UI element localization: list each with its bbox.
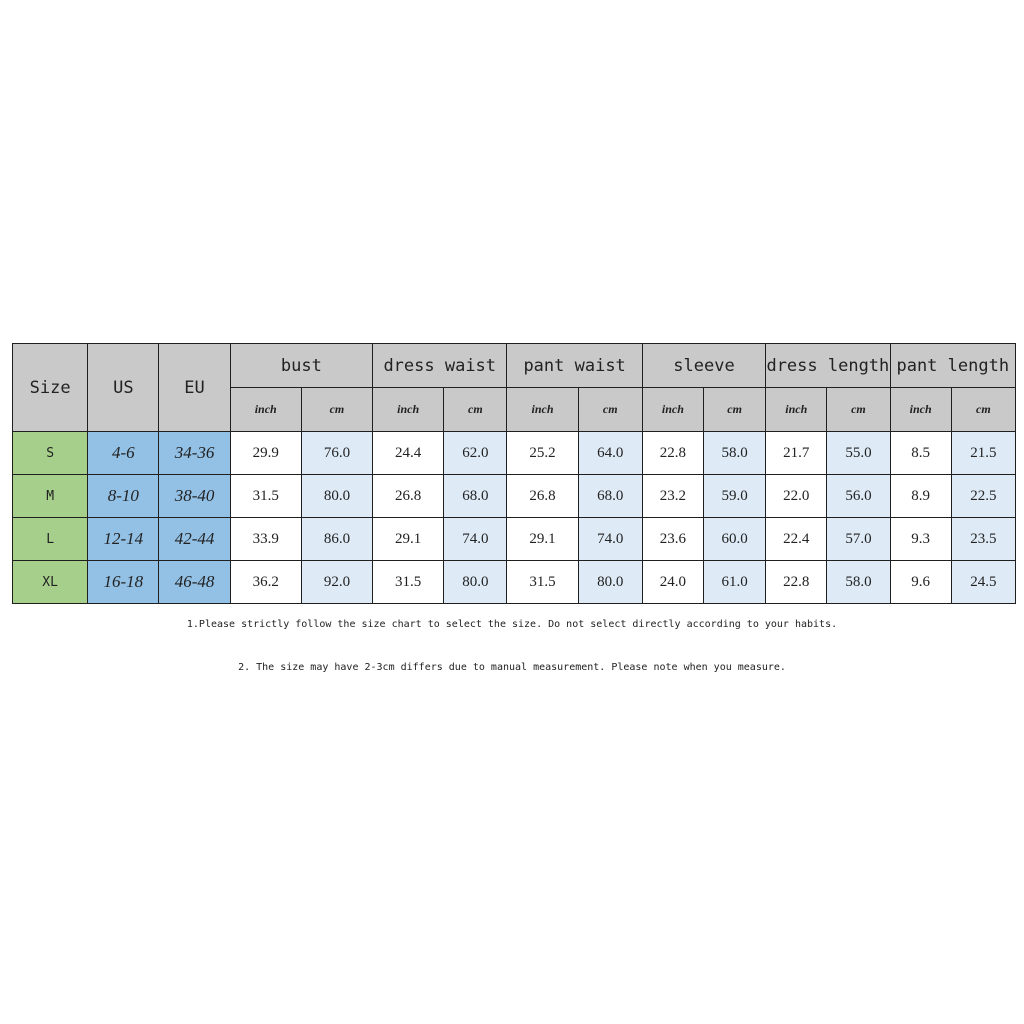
table-row [13,561,1016,604]
unit-cm-header: cm [444,388,507,432]
us-size-cell: 16-18 [88,561,159,604]
unit-cm-header: cm [578,388,642,432]
sleeve-inch-cell: 23.6 [642,518,703,561]
eu-size-cell: 34-36 [159,432,230,475]
pant-waist-header: pant waist [507,344,642,388]
table-row [13,432,1016,475]
sleeve-cm-cell: 61.0 [704,561,766,604]
pant-waist-cm-cell: 80.0 [578,561,642,604]
dress-length-cm-cell: 58.0 [827,561,890,604]
header-group-row [13,344,1016,388]
bust-inch-cell: 36.2 [230,561,301,604]
table-row [13,518,1016,561]
pant-length-header: pant length [890,344,1015,388]
unit-inch-header: inch [890,388,951,432]
sleeve-inch-cell: 22.8 [642,432,703,475]
pant-waist-cm-cell: 64.0 [578,432,642,475]
dress-length-cm-cell: 55.0 [827,432,890,475]
size-note-2: 2. The size may have 2-3cm differs due to manual measurement. Please note when you measure. [238,662,786,673]
bust-cm-cell: 92.0 [301,561,372,604]
pant-waist-inch-cell: 26.8 [507,475,578,518]
pant-length-cm-cell: 24.5 [951,561,1015,604]
size-note-1: 1.Please strictly follow the size chart to select the size. Do not select directly according to your habits. [186,619,838,630]
us-header: US [88,344,159,432]
sleeve-inch-cell: 24.0 [642,561,703,604]
bust-cm-cell: 86.0 [301,518,372,561]
pant-length-cm-cell: 22.5 [951,475,1015,518]
pant-waist-cm-cell: 68.0 [578,475,642,518]
unit-inch-header: inch [230,388,301,432]
dress-length-inch-cell: 22.8 [766,561,827,604]
unit-cm-header: cm [951,388,1015,432]
pant-length-cm-cell: 23.5 [951,518,1015,561]
size-rows [13,432,1016,604]
dress-length-header: dress length [766,344,890,388]
unit-cm-header: cm [301,388,372,432]
dress-waist-header: dress waist [373,344,507,388]
sleeve-cm-cell: 60.0 [704,518,766,561]
dress-length-inch-cell: 22.4 [766,518,827,561]
pant-waist-inch-cell: 31.5 [507,561,578,604]
bust-cm-cell: 76.0 [301,432,372,475]
eu-size-cell: 42-44 [159,518,230,561]
bust-inch-cell: 31.5 [230,475,301,518]
sleeve-cm-cell: 58.0 [704,432,766,475]
dress-waist-inch-cell: 31.5 [373,561,444,604]
bust-header: bust [230,344,372,388]
dress-waist-cm-cell: 68.0 [444,475,507,518]
size-chart-table [12,343,1016,604]
unit-inch-header: inch [642,388,703,432]
pant-waist-inch-cell: 25.2 [507,432,578,475]
sleeve-header: sleeve [642,344,765,388]
size-cell: M [13,475,88,518]
dress-waist-cm-cell: 62.0 [444,432,507,475]
dress-length-cm-cell: 57.0 [827,518,890,561]
eu-size-cell: 38-40 [159,475,230,518]
dress-length-cm-cell: 56.0 [827,475,890,518]
pant-length-cm-cell: 21.5 [951,432,1015,475]
sleeve-inch-cell: 23.2 [642,475,703,518]
bust-cm-cell: 80.0 [301,475,372,518]
unit-cm-header: cm [827,388,890,432]
eu-size-cell: 46-48 [159,561,230,604]
dress-waist-cm-cell: 80.0 [444,561,507,604]
dress-waist-cm-cell: 74.0 [444,518,507,561]
unit-cm-header: cm [704,388,766,432]
bust-inch-cell: 29.9 [230,432,301,475]
eu-header: EU [159,344,230,432]
us-size-cell: 8-10 [88,475,159,518]
table-row [13,475,1016,518]
pant-length-inch-cell: 9.6 [890,561,951,604]
dress-length-inch-cell: 22.0 [766,475,827,518]
unit-inch-header: inch [507,388,578,432]
dress-waist-inch-cell: 24.4 [373,432,444,475]
bust-inch-cell: 33.9 [230,518,301,561]
pant-length-inch-cell: 9.3 [890,518,951,561]
pant-waist-cm-cell: 74.0 [578,518,642,561]
pant-length-inch-cell: 8.9 [890,475,951,518]
sleeve-cm-cell: 59.0 [704,475,766,518]
pant-length-inch-cell: 8.5 [890,432,951,475]
unit-inch-header: inch [373,388,444,432]
size-cell: L [13,518,88,561]
us-size-cell: 4-6 [88,432,159,475]
dress-waist-inch-cell: 26.8 [373,475,444,518]
dress-length-inch-cell: 21.7 [766,432,827,475]
size-header: Size [13,344,88,432]
size-cell: S [13,432,88,475]
size-cell: XL [13,561,88,604]
us-size-cell: 12-14 [88,518,159,561]
dress-waist-inch-cell: 29.1 [373,518,444,561]
pant-waist-inch-cell: 29.1 [507,518,578,561]
unit-inch-header: inch [766,388,827,432]
